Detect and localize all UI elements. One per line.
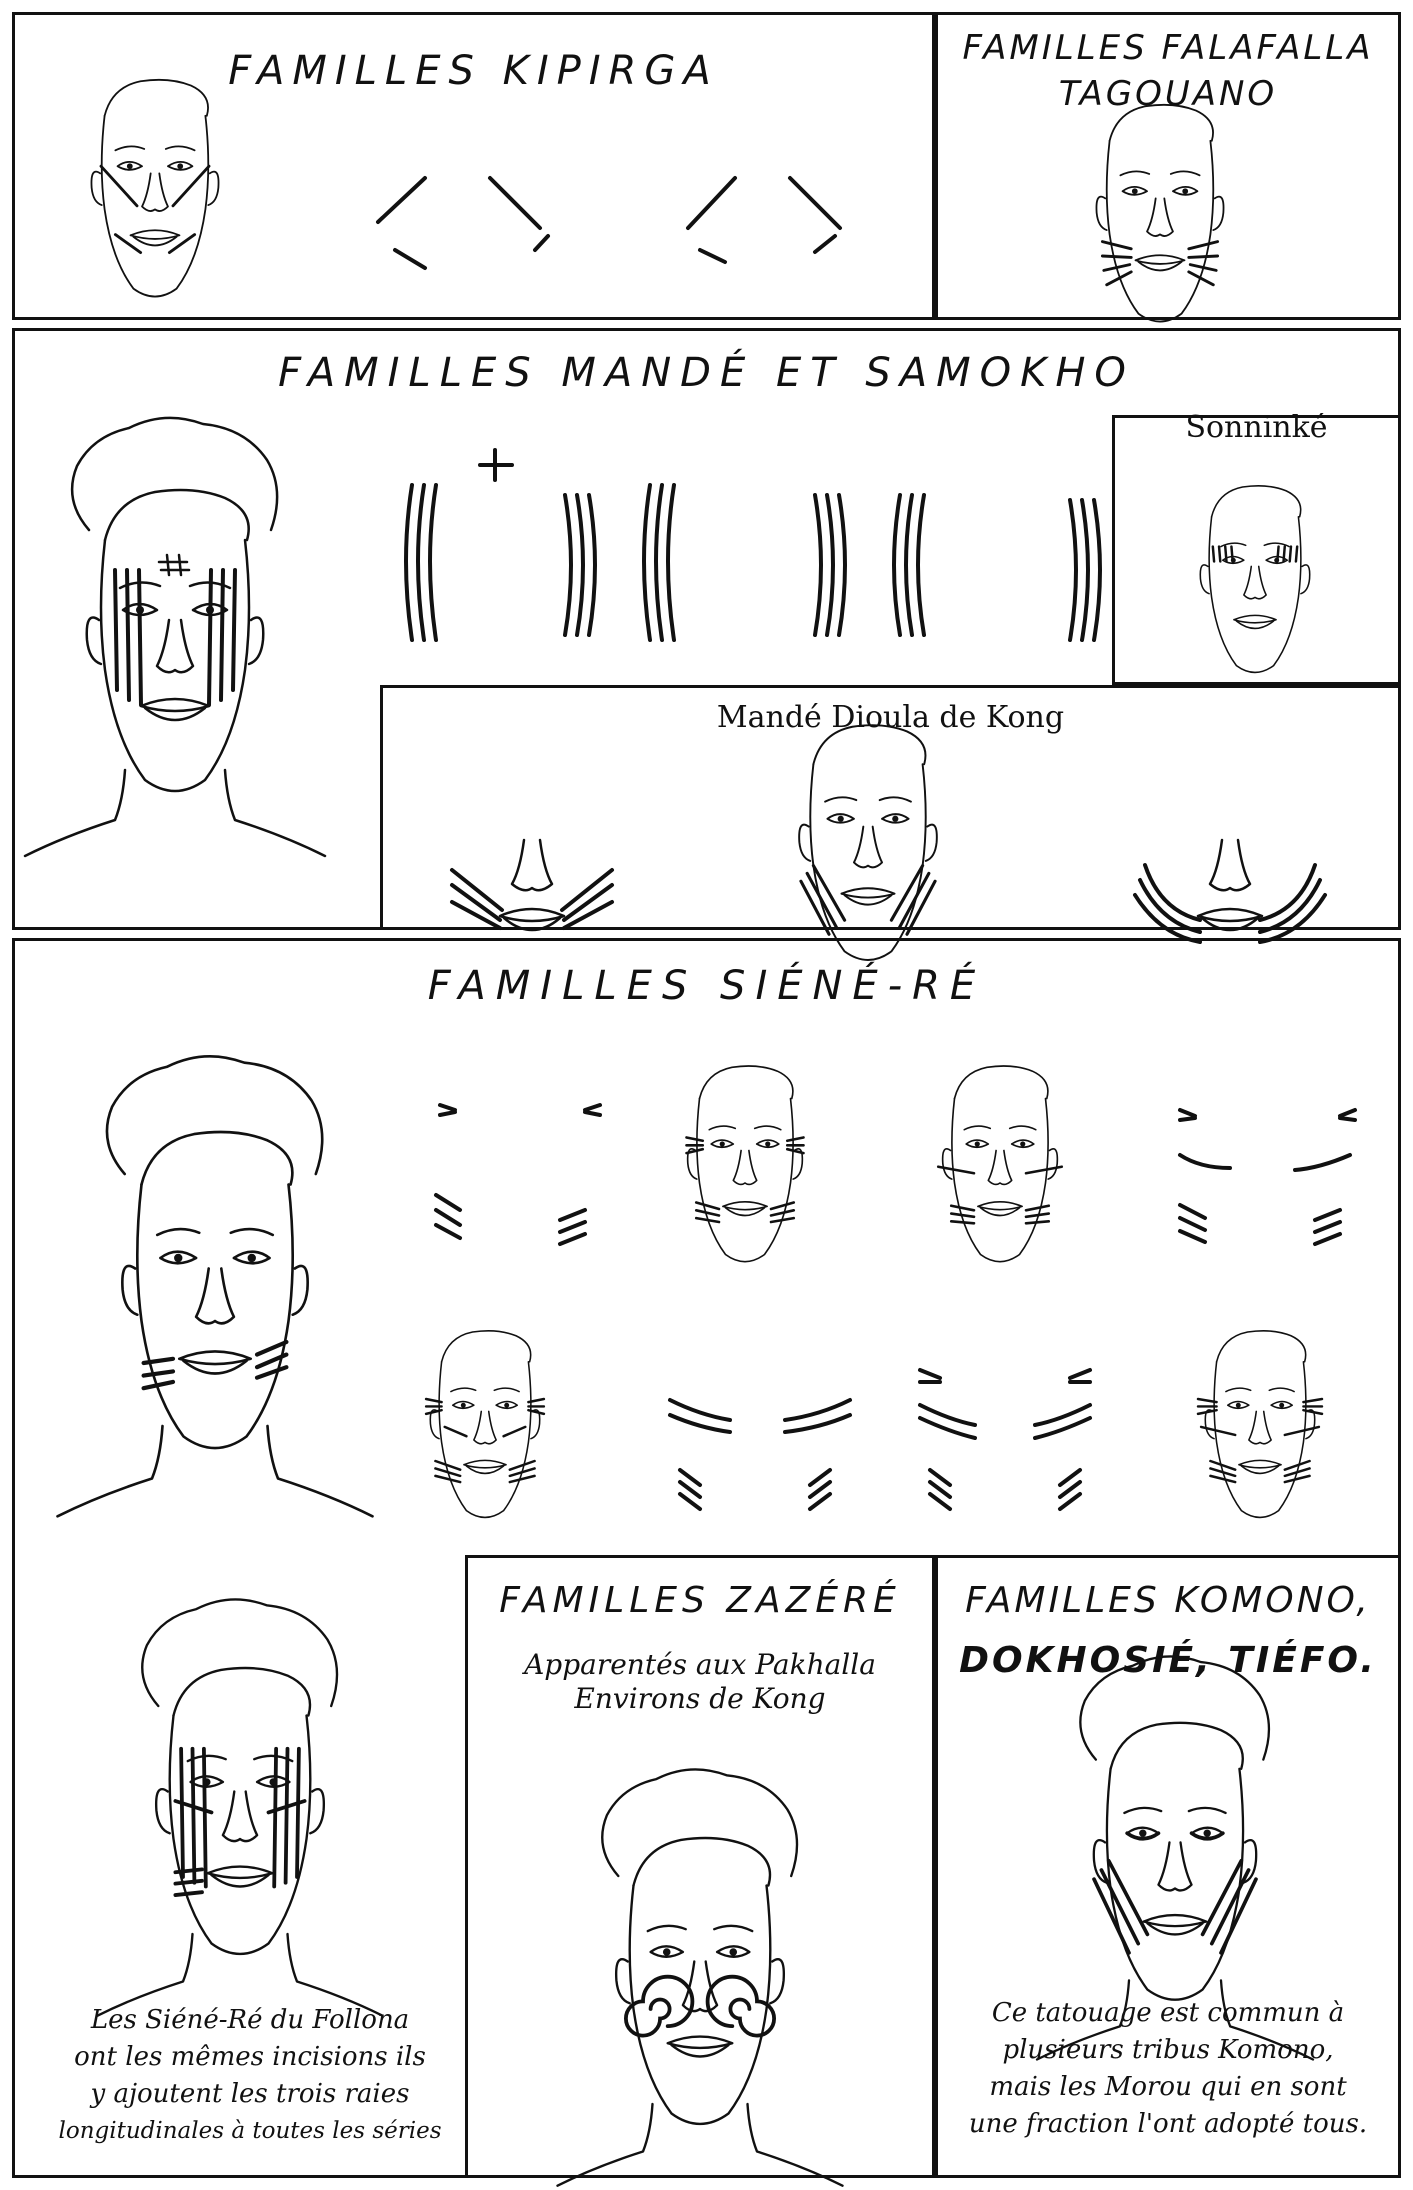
mande-dioula-mark-right — [1135, 840, 1325, 942]
kipirga-face-illustration — [91, 80, 218, 297]
falafalla-face-illustration — [1096, 105, 1223, 322]
komono-note-line1: Ce tatouage est commun à — [991, 1998, 1345, 2028]
siene-re-pattern-8 — [1198, 1331, 1322, 1518]
komono-note-line3: mais les Morou qui en sont — [989, 2072, 1347, 2102]
siene-re-pattern-5 — [426, 1331, 544, 1518]
siene-re-title: FAMILLES SIÉNÉ-RÉ — [427, 963, 986, 1009]
siene-re-pattern-3 — [938, 1066, 1062, 1262]
siene-re-note-line1: Les Siéné-Ré du Follona — [90, 2005, 410, 2035]
siene-re-pattern-2 — [687, 1066, 804, 1262]
zazere-title: FAMILLES ZAZÉRÉ — [499, 1580, 901, 1621]
komono-note-line2: plusieurs tribus Komono, — [1002, 2035, 1334, 2065]
mande-samokho-title: FAMILLES MANDÉ ET SAMOKHO — [278, 350, 1135, 396]
siene-re-pattern-4 — [1180, 1110, 1355, 1244]
mande-dioula-mark-left — [452, 840, 612, 930]
siene-re-note-line3: y ajoutent les trois raies — [90, 2079, 410, 2109]
komono-title-line2: DOKHOSIÉ, TIÉFO. — [959, 1640, 1377, 1681]
falafalla-title-line1: FAMILLES FALAFALLA — [962, 28, 1374, 68]
kipirga-mark-pattern-b — [688, 178, 840, 262]
siene-re-face-illustration — [58, 1056, 373, 1516]
kipirga-mark-pattern-a — [378, 178, 548, 268]
falafalla-title-line2: TAGOUANO — [1058, 74, 1278, 114]
zazere-subtitle-line1: Apparentés aux Pakhalla — [524, 1648, 876, 1681]
mande-dioula-face-illustration — [799, 725, 937, 960]
siene-re-pattern-7 — [920, 1370, 1090, 1509]
komono-note-line4: une fraction l'ont adopté tous. — [968, 2109, 1368, 2139]
siene-re-note-line2: ont les mêmes incisions ils — [74, 2042, 426, 2072]
komono-title-line1: FAMILLES KOMONO, — [965, 1580, 1371, 1621]
mande-samokho-line-marks — [406, 485, 1100, 640]
sonninke-label: Sonninké — [1185, 410, 1328, 445]
zazere-face-illustration — [558, 1769, 843, 2185]
siene-re-follona-face-illustration — [97, 1599, 382, 2015]
mande-samokho-face-illustration — [25, 418, 325, 856]
komono-face-illustration — [1037, 1656, 1313, 2059]
siene-re-note-line4: longitudinales à toutes les séries — [58, 2118, 442, 2144]
sonninke-face-illustration — [1200, 486, 1309, 673]
zazere-subtitle-line2: Environs de Kong — [574, 1682, 826, 1715]
siene-re-pattern-1 — [436, 1105, 600, 1244]
kipirga-title: FAMILLES KIPIRGA — [228, 48, 719, 94]
siene-re-pattern-6 — [670, 1400, 850, 1509]
mande-dioula-label: Mandé Dioula de Kong — [716, 700, 1065, 735]
mande-samokho-cross-mark — [480, 450, 512, 480]
